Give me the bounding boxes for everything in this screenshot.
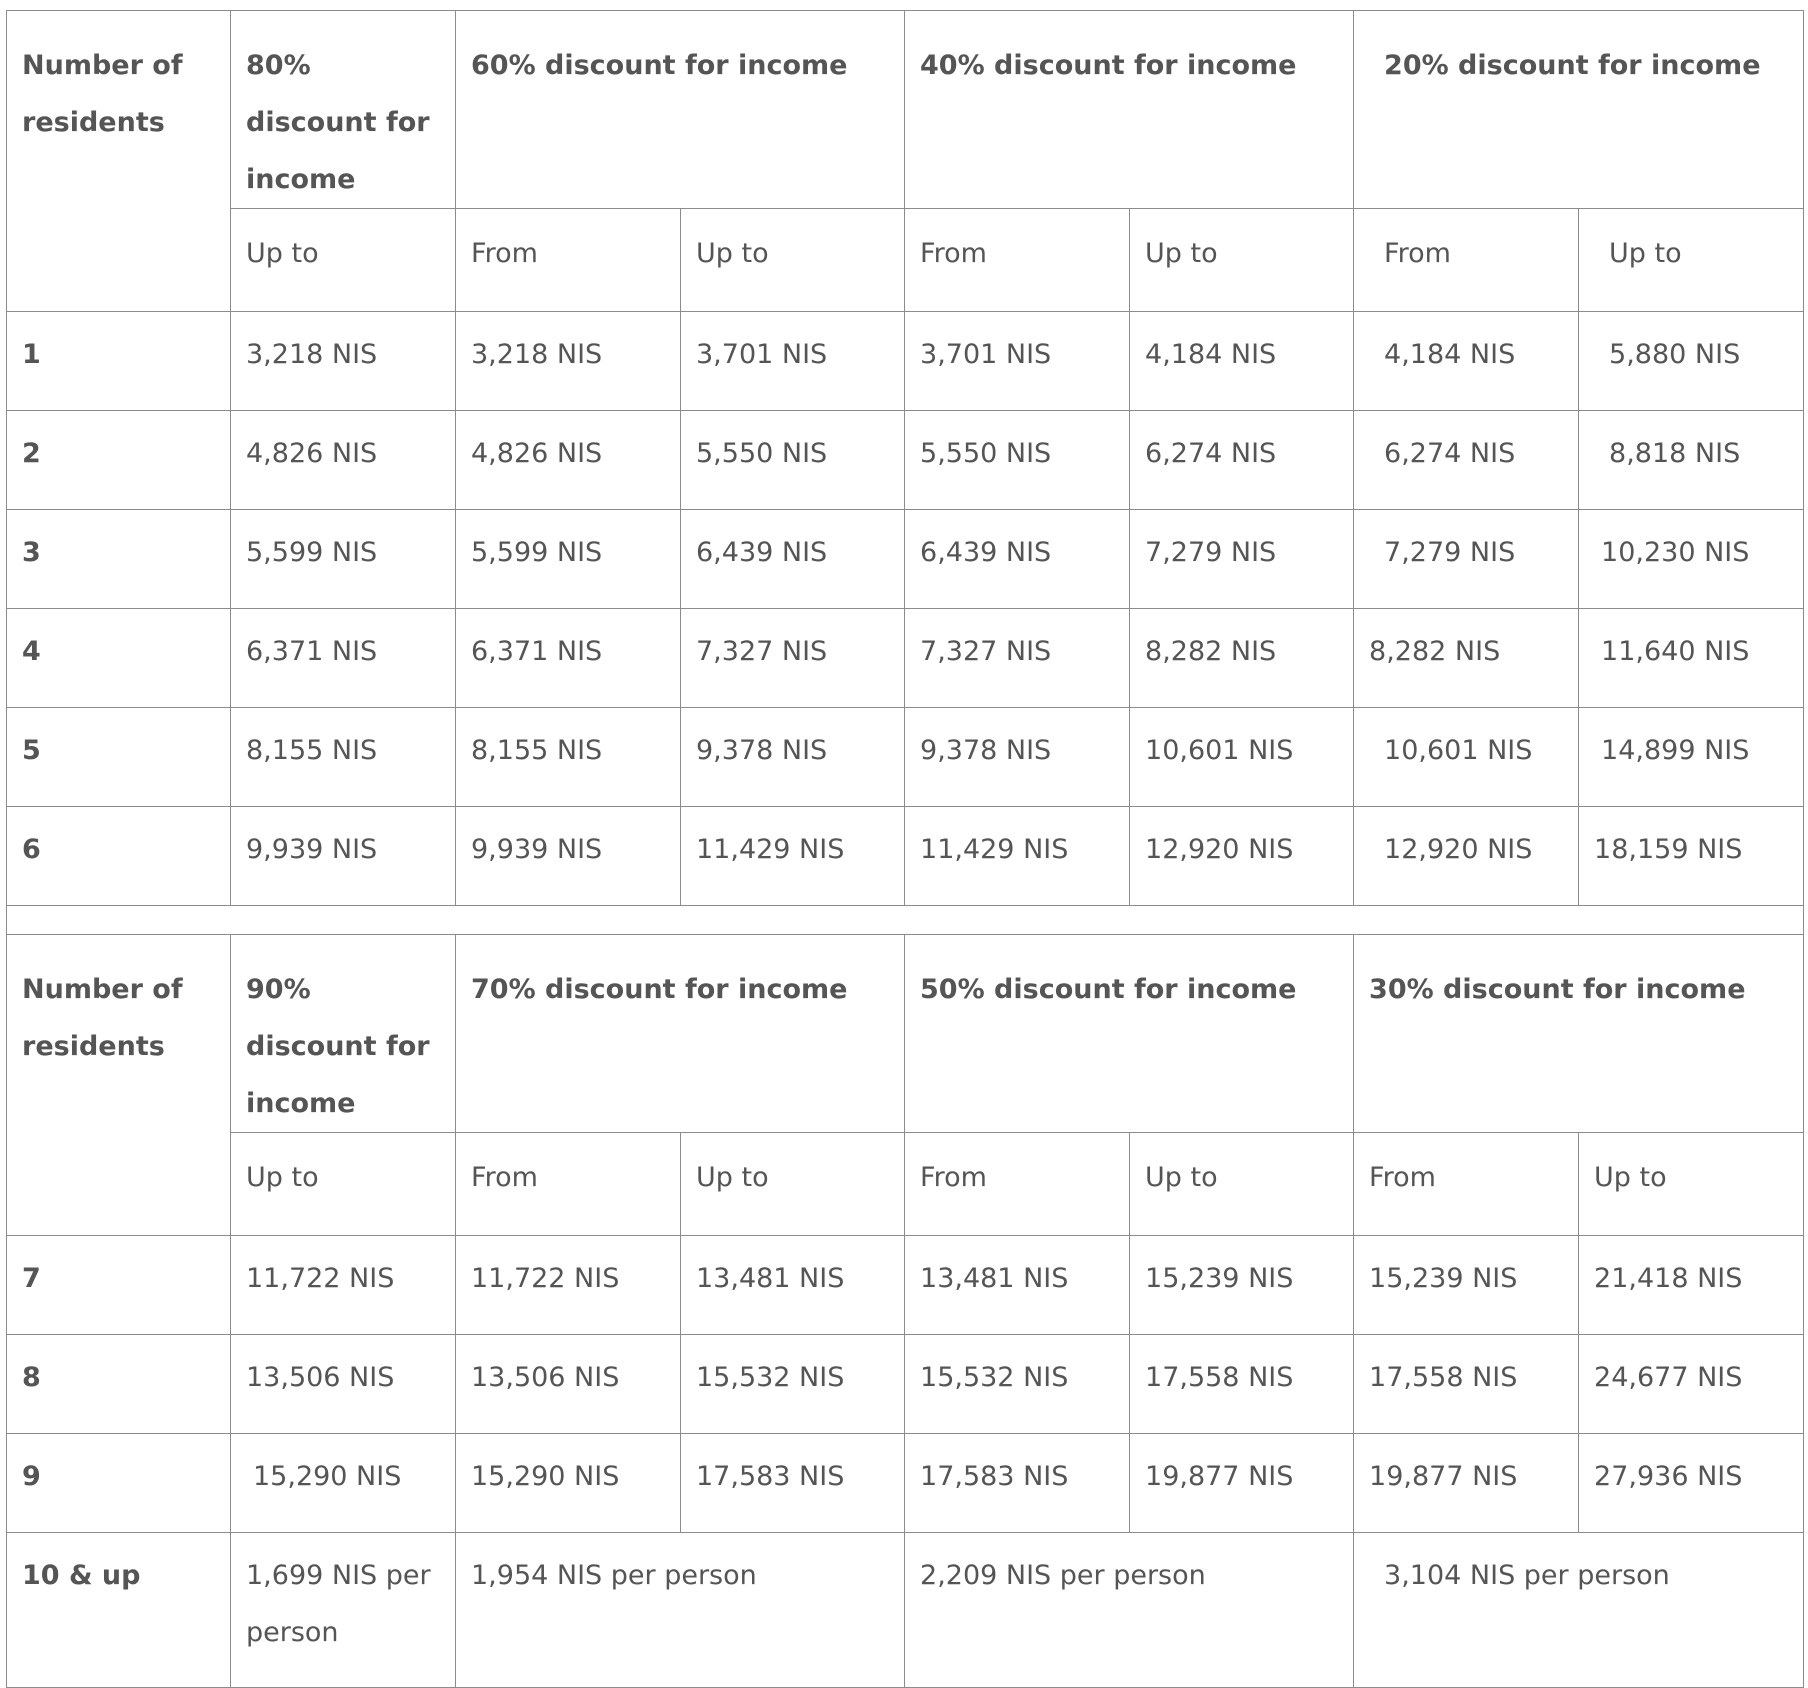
- table-cell: 9,939 NIS: [231, 807, 456, 906]
- section2-header-row: [7, 935, 1804, 1133]
- table-cell: 8,282 NIS: [1354, 609, 1579, 708]
- table-cell: 10,601 NIS: [1130, 708, 1354, 807]
- table-cell: 6,274 NIS: [1130, 411, 1354, 510]
- table-cell: 15,532 NIS: [905, 1335, 1130, 1434]
- subheader-cell: Up to: [1130, 1133, 1354, 1236]
- table-cell: 3,701 NIS: [681, 312, 905, 411]
- discount-header-20: 20% discount for income: [1354, 11, 1804, 209]
- table-cell: 17,558 NIS: [1130, 1335, 1354, 1434]
- table-cell: 6,371 NIS: [231, 609, 456, 708]
- residents-count: 9: [7, 1434, 231, 1533]
- residents-count: 1: [7, 312, 231, 411]
- table-cell: 6,439 NIS: [905, 510, 1130, 609]
- subheader-cell: From: [1354, 209, 1579, 312]
- table-cell: 10,230 NIS: [1579, 510, 1804, 609]
- income-discount-table: [6, 10, 1804, 1688]
- table-cell: 10,601 NIS: [1354, 708, 1579, 807]
- subheader-cell: Up to: [1130, 209, 1354, 312]
- table-cell: 5,599 NIS: [456, 510, 681, 609]
- table-row: [7, 411, 1804, 510]
- discount-header-60: 60% discount for income: [456, 11, 905, 209]
- table-cell: 14,899 NIS: [1579, 708, 1804, 807]
- table-cell: 11,722 NIS: [456, 1236, 681, 1335]
- table-cell: 5,550 NIS: [681, 411, 905, 510]
- table-cell: 5,599 NIS: [231, 510, 456, 609]
- section1-header-row: [7, 11, 1804, 209]
- subheader-cell: Up to: [1579, 1133, 1804, 1236]
- table-cell: 17,583 NIS: [905, 1434, 1130, 1533]
- table-row: [7, 312, 1804, 411]
- residents-count: 8: [7, 1335, 231, 1434]
- table-cell: 7,279 NIS: [1354, 510, 1579, 609]
- discount-header-80: 80% discount for income: [231, 11, 456, 209]
- table-cell: 15,532 NIS: [681, 1335, 905, 1434]
- subheader-cell: Up to: [231, 1133, 456, 1236]
- table-cell: 8,818 NIS: [1579, 411, 1804, 510]
- table-cell: 1,954 NIS per person: [456, 1533, 905, 1688]
- table-row: [7, 708, 1804, 807]
- table-cell: 8,282 NIS: [1130, 609, 1354, 708]
- table-cell: 11,429 NIS: [905, 807, 1130, 906]
- table-cell: 9,378 NIS: [905, 708, 1130, 807]
- table-cell: 4,826 NIS: [456, 411, 681, 510]
- table-cell: 11,722 NIS: [231, 1236, 456, 1335]
- table-row: [7, 609, 1804, 708]
- residents-count: 5: [7, 708, 231, 807]
- table-row-last: [7, 1533, 1804, 1688]
- table-cell: 15,290 NIS: [456, 1434, 681, 1533]
- subheader-cell: Up to: [231, 209, 456, 312]
- residents-count: 7: [7, 1236, 231, 1335]
- table-cell: 9,378 NIS: [681, 708, 905, 807]
- table-cell: 24,677 NIS: [1579, 1335, 1804, 1434]
- table-cell: 12,920 NIS: [1354, 807, 1579, 906]
- table-cell: 15,290 NIS: [231, 1434, 456, 1533]
- residents-count: 10 & up: [7, 1533, 231, 1688]
- table-cell: 3,701 NIS: [905, 312, 1130, 411]
- subheader-cell: From: [905, 1133, 1130, 1236]
- table-cell: 15,239 NIS: [1130, 1236, 1354, 1335]
- table-cell: 8,155 NIS: [231, 708, 456, 807]
- table-cell: 17,583 NIS: [681, 1434, 905, 1533]
- table-cell: 12,920 NIS: [1130, 807, 1354, 906]
- subheader-cell: From: [905, 209, 1130, 312]
- table-cell: 13,481 NIS: [681, 1236, 905, 1335]
- table-row: [7, 1236, 1804, 1335]
- subheader-cell: From: [456, 1133, 681, 1236]
- table-row: [7, 807, 1804, 906]
- table-cell: 15,239 NIS: [1354, 1236, 1579, 1335]
- table-cell: 8,155 NIS: [456, 708, 681, 807]
- subheader-cell: From: [1354, 1133, 1579, 1236]
- table-cell: 7,279 NIS: [1130, 510, 1354, 609]
- table-cell: 4,184 NIS: [1130, 312, 1354, 411]
- table-cell: 19,877 NIS: [1354, 1434, 1579, 1533]
- residents-count: 6: [7, 807, 231, 906]
- subheader-cell: From: [456, 209, 681, 312]
- table-cell: 13,506 NIS: [456, 1335, 681, 1434]
- section1-subheader-row: [7, 209, 1804, 312]
- table-cell: 1,699 NIS per person: [231, 1533, 456, 1688]
- table-cell: 6,439 NIS: [681, 510, 905, 609]
- table-cell: 6,274 NIS: [1354, 411, 1579, 510]
- residents-count: 2: [7, 411, 231, 510]
- table-cell: 11,640 NIS: [1579, 609, 1804, 708]
- discount-header-90: 90% discount for income: [231, 935, 456, 1133]
- subheader-cell: Up to: [681, 209, 905, 312]
- residents-count: 4: [7, 609, 231, 708]
- table-cell: 13,506 NIS: [231, 1335, 456, 1434]
- discount-header-30: 30% discount for income: [1354, 935, 1804, 1133]
- table-cell: 9,939 NIS: [456, 807, 681, 906]
- table-cell: 17,558 NIS: [1354, 1335, 1579, 1434]
- table-cell: 3,104 NIS per person: [1354, 1533, 1804, 1688]
- table-cell: 27,936 NIS: [1579, 1434, 1804, 1533]
- residents-header: Number of residents: [7, 11, 231, 312]
- residents-header: Number of residents: [7, 935, 231, 1236]
- table-cell: 3,218 NIS: [456, 312, 681, 411]
- table-cell: 21,418 NIS: [1579, 1236, 1804, 1335]
- table-cell: 5,550 NIS: [905, 411, 1130, 510]
- table-cell: 13,481 NIS: [905, 1236, 1130, 1335]
- table-cell: 5,880 NIS: [1579, 312, 1804, 411]
- table-cell: 11,429 NIS: [681, 807, 905, 906]
- subheader-cell: Up to: [1579, 209, 1804, 312]
- table-cell: 18,159 NIS: [1579, 807, 1804, 906]
- table-cell: 3,218 NIS: [231, 312, 456, 411]
- separator-cell: [7, 906, 1804, 935]
- table-cell: 19,877 NIS: [1130, 1434, 1354, 1533]
- section-separator: [7, 906, 1804, 935]
- table-row: [7, 1335, 1804, 1434]
- subheader-cell: Up to: [681, 1133, 905, 1236]
- discount-header-50: 50% discount for income: [905, 935, 1354, 1133]
- table-row: [7, 510, 1804, 609]
- table-cell: 7,327 NIS: [905, 609, 1130, 708]
- discount-header-70: 70% discount for income: [456, 935, 905, 1133]
- residents-count: 3: [7, 510, 231, 609]
- table-row: [7, 1434, 1804, 1533]
- table-cell: 4,826 NIS: [231, 411, 456, 510]
- table-cell: 7,327 NIS: [681, 609, 905, 708]
- table-cell: 2,209 NIS per person: [905, 1533, 1354, 1688]
- table-cell: 4,184 NIS: [1354, 312, 1579, 411]
- table-cell: 6,371 NIS: [456, 609, 681, 708]
- section2-subheader-row: [7, 1133, 1804, 1236]
- discount-header-40: 40% discount for income: [905, 11, 1354, 209]
